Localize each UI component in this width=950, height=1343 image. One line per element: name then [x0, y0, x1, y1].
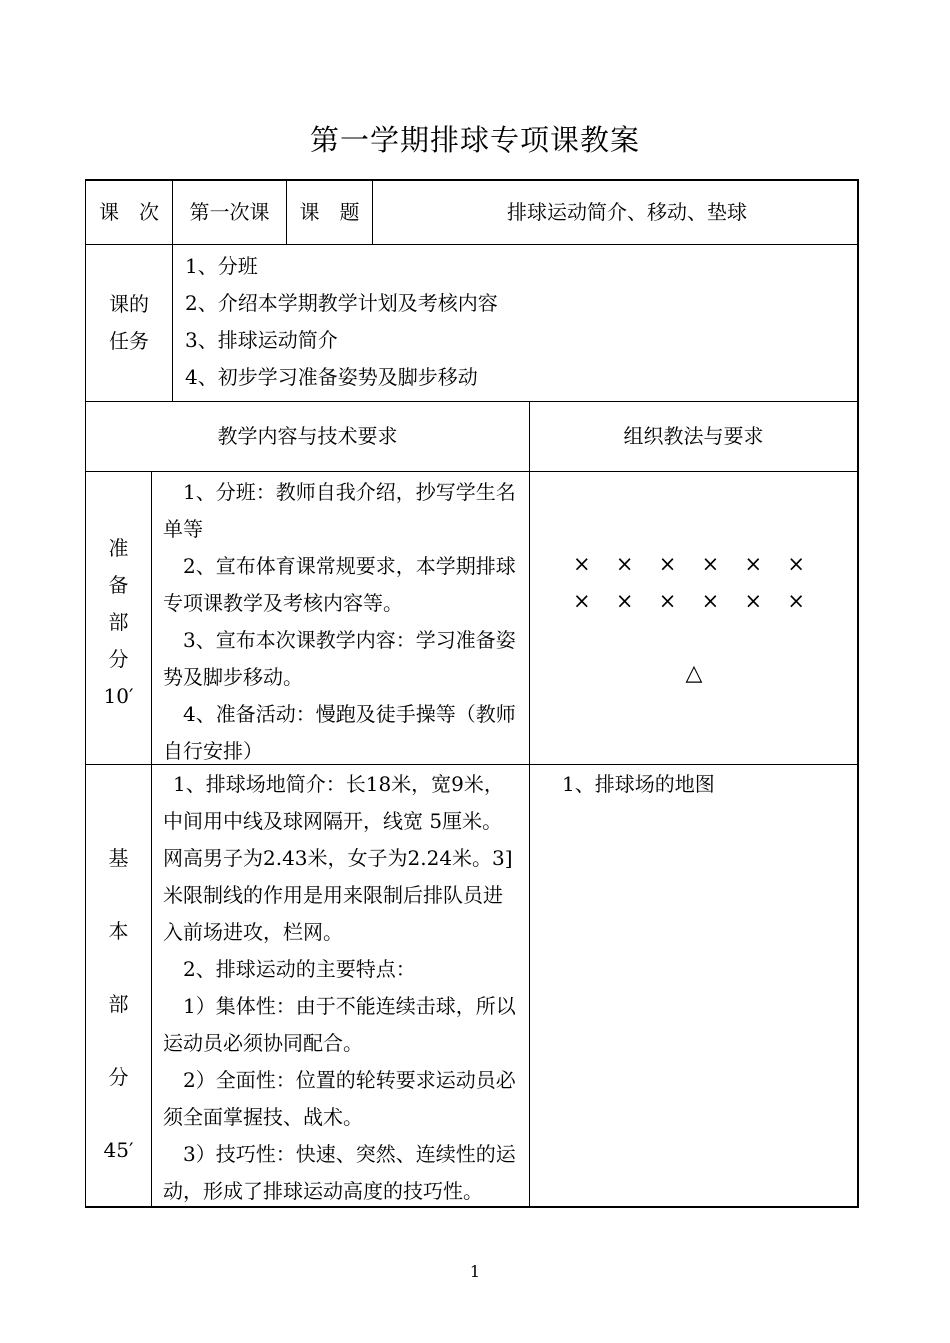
lesson-label: 课 次	[99, 200, 159, 224]
prep-label-char: 准	[108, 536, 129, 560]
formation-row	[573, 583, 805, 620]
main-label-time: 45′	[103, 1138, 134, 1162]
prep-label-char: 部	[108, 610, 129, 634]
document-title: 第一学期排球专项课教案	[309, 123, 640, 157]
main-label-char: 基	[108, 846, 129, 870]
method-column-header: 组织教法与要求	[623, 424, 764, 448]
main-paragraph: 2、排球运动的主要特点：	[183, 957, 416, 981]
student-mark: ×	[787, 552, 805, 576]
student-mark: ×	[615, 589, 634, 613]
student-mark: ×	[658, 552, 677, 576]
task-item: 3、排球运动简介	[185, 328, 338, 352]
student-mark: ×	[658, 589, 677, 613]
main-paragraph: 3）技巧性：快速、突然、连续性的运动，形成了排球运动高度的技巧性。	[163, 1142, 516, 1203]
prep-formation	[573, 546, 823, 620]
teacher-position-mark: △	[685, 661, 703, 686]
main-paragraph: 1、排球场地简介：长18米，宽9米，中间用中线及球网隔开，线宽 5厘米。网高男子为2.43米，女子为2.24米。3]米限制线的作用是用来限制后排队员进入前场进攻，栏网。	[163, 772, 513, 944]
student-mark: ×	[744, 552, 763, 576]
main-section-label	[86, 822, 151, 1187]
student-mark: ×	[615, 552, 634, 576]
topic-label: 课 题	[299, 200, 360, 224]
tasks-label	[86, 245, 172, 401]
prep-label-time: 10′	[103, 684, 134, 708]
prep-label-char: 备	[108, 573, 129, 597]
main-paragraph: 1）集体性：由于不能连续击球，所以运动员必须协同配合。	[163, 994, 516, 1055]
tasks-label-line1: 课的	[109, 292, 149, 316]
student-mark: ×	[573, 552, 591, 576]
prep-paragraph: 2、宣布体育课常规要求，本学期排球专项课教学及考核内容等。	[163, 554, 516, 615]
content-column-header: 教学内容与技术要求	[217, 424, 398, 448]
main-label-char: 本	[108, 919, 129, 943]
main-label-char: 部	[108, 992, 129, 1016]
student-mark: ×	[787, 589, 805, 613]
prep-paragraph: 3、宣布本次课教学内容：学习准备姿势及脚步移动。	[163, 628, 516, 689]
main-method-note: 1、排球场的地图	[562, 772, 715, 796]
main-content	[163, 766, 521, 1210]
prep-paragraph: 4、准备活动：慢跑及徒手操等（教师自行安排）	[163, 702, 516, 763]
prep-content	[163, 474, 521, 770]
student-mark: ×	[573, 589, 591, 613]
lesson-value: 第一次课	[189, 200, 270, 224]
tasks-label-line2: 任务	[109, 329, 149, 353]
student-mark: ×	[701, 589, 720, 613]
main-paragraph: 2）全面性：位置的轮转要求运动员必须全面掌握技、战术。	[163, 1068, 516, 1129]
student-mark: ×	[744, 589, 763, 613]
prep-section-label	[86, 530, 151, 715]
prep-label-char: 分	[108, 647, 129, 671]
student-mark: ×	[701, 552, 720, 576]
topic-value: 排球运动简介、移动、垫球	[507, 200, 747, 224]
formation-row	[573, 546, 805, 583]
tasks-list	[185, 248, 845, 396]
task-item: 4、初步学习准备姿势及脚步移动	[185, 365, 478, 389]
task-item: 2、介绍本学期教学计划及考核内容	[185, 291, 498, 315]
main-label-char: 分	[108, 1065, 129, 1089]
page-number: 1	[469, 1262, 481, 1281]
prep-paragraph: 1、分班：教师自我介绍，抄写学生名单等	[163, 480, 516, 541]
task-item: 1、分班	[185, 254, 258, 278]
